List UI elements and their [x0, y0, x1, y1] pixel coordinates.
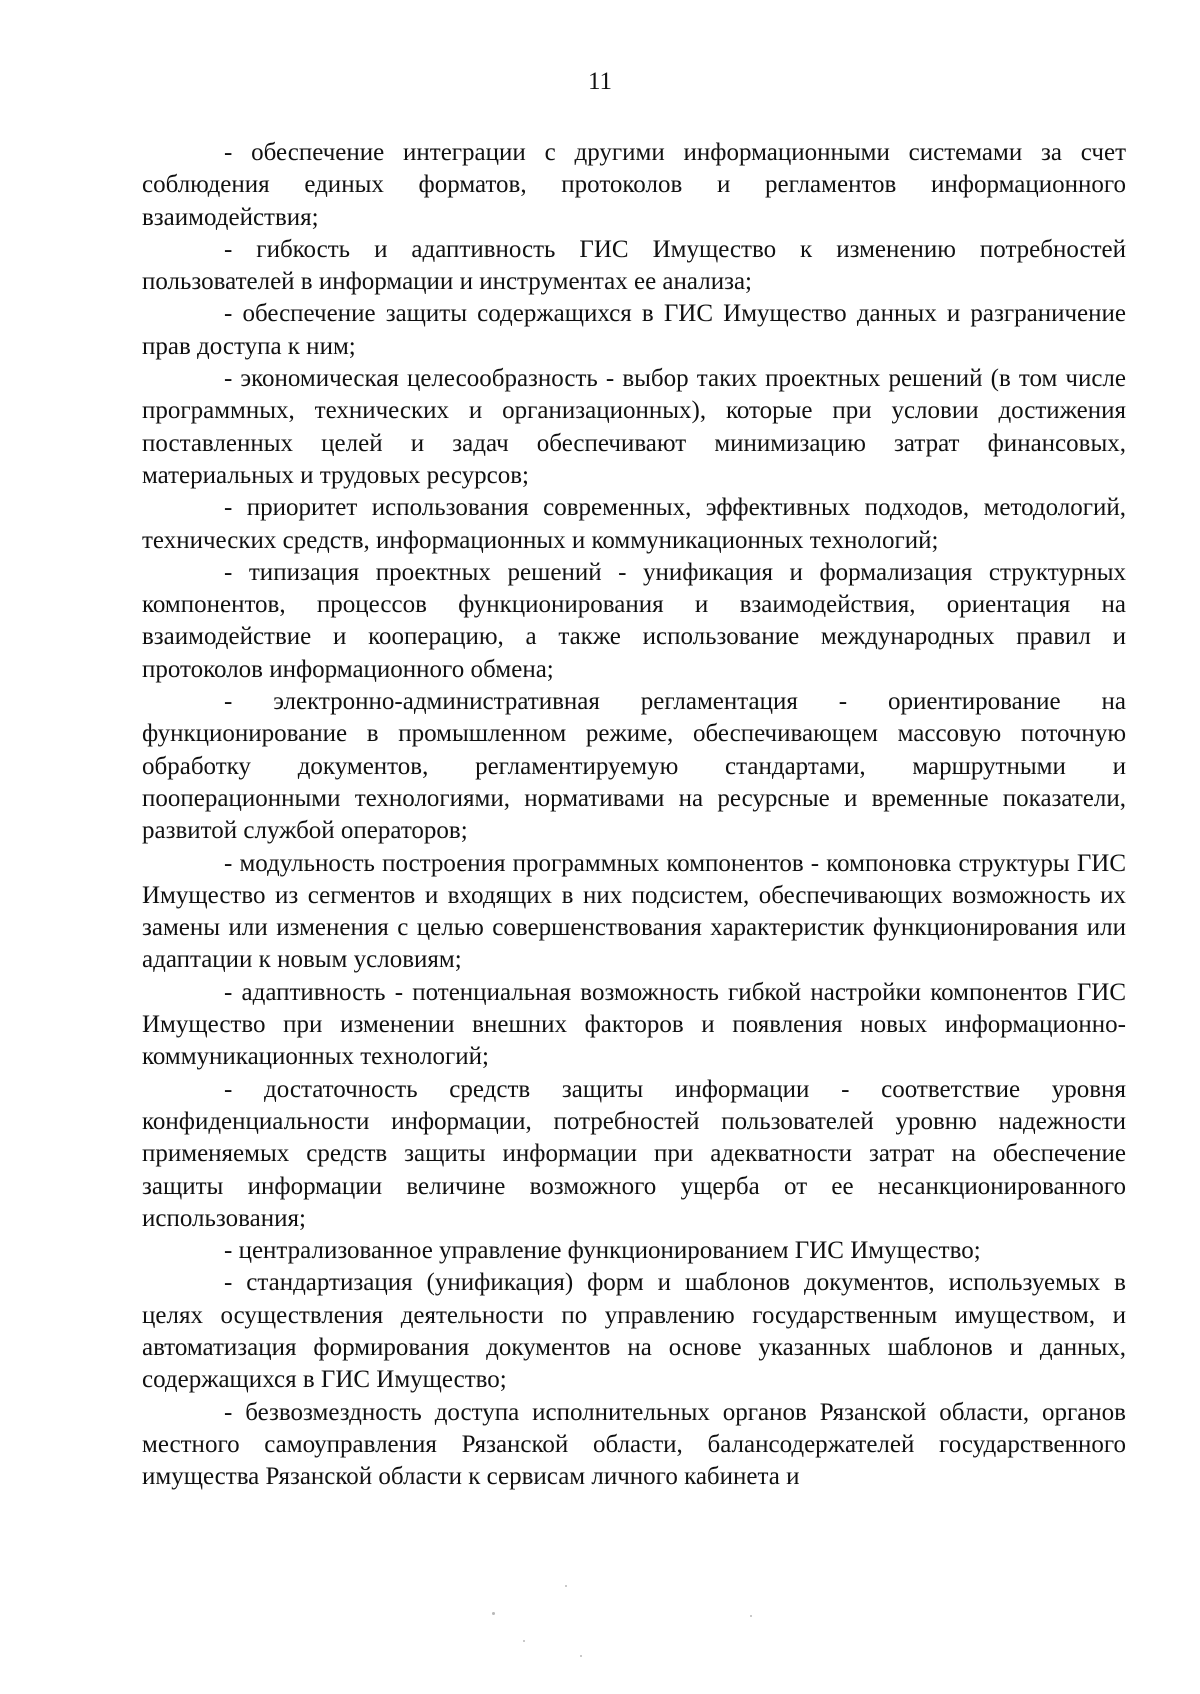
- page-number: 11: [587, 68, 613, 95]
- paragraph-typification: - типизация проектных решений - унификация и формализация структурных компонентов, процессов функционирования и взаимодействия, ориентация на взаимодействие и кооперацию, а также использование международных правил и протоколов информационного обмена;: [142, 558, 1126, 683]
- paragraph-flexibility: - гибкость и адаптивность ГИС Имущество к изменению потребностей пользователей в информации и инструментах ее анализа;: [142, 235, 1126, 296]
- paragraph-security-sufficiency: - достаточность средств защиты информации - соответствие уровня конфиденциальности информации, потребностей пользователей уровню надежности применяемых средств защиты информации при адекватности затрат на обеспечение защиты информации величине возможного ущерба от ее несанкционированного использования;: [142, 1075, 1126, 1232]
- paragraph-modern-approaches: - приоритет использования современных, эффективных подходов, методологий, технических средств, информационных и коммуникационных технологий;: [142, 494, 1126, 554]
- scan-speck: [565, 1585, 567, 1587]
- scan-speck: [523, 1640, 525, 1642]
- paragraph-free-access: - безвозмездность доступа исполнительных органов Рязанской области, органов местного самоуправления Рязанской области, балансодержателей государственного имущества Рязанской области к сервисам личного кабинета и: [142, 1398, 1126, 1491]
- paragraph-centralized-management: - централизованное управление функционированием ГИС Имущество;: [224, 1237, 981, 1265]
- scan-speck: [750, 1615, 752, 1617]
- document-body: [142, 137, 1126, 1493]
- scan-speck: [492, 1612, 495, 1615]
- paragraph-adaptivity: - адаптивность - потенциальная возможность гибкой настройки компонентов ГИС Имущество при изменении внешних факторов и появления новых информационно-коммуникационных технологий;: [142, 978, 1126, 1071]
- paragraph-modularity: - модульность построения программных компонентов - компоновка структуры ГИС Имущество из сегментов и входящих в них подсистем, обеспечивающих возможность их замены или изменения с целью совершенствования характеристик функционирования или адаптации к новым условиям;: [142, 849, 1126, 974]
- scan-speck: [580, 1655, 582, 1657]
- paragraph-standardization: - стандартизация (унификация) форм и шаблонов документов, используемых в целях осуществления деятельности по управлению государственным имуществом, и автоматизация формирования документов на основе указанных шаблонов и данных, содержащихся в ГИС Имущество;: [142, 1269, 1126, 1394]
- paragraph-integration: - обеспечение интеграции с другими информационными системами за счет соблюдения единых форматов, протоколов и регламентов информационного взаимодействия;: [142, 139, 1126, 231]
- paragraph-economic-feasibility: - экономическая целесообразность - выбор таких проектных решений (в том числе программных, технических и организационных), которые при условии достижения поставленных целей и задач обеспечивают минимизацию затрат финансовых, материальных и трудовых ресурсов;: [142, 365, 1126, 489]
- paragraph-data-protection: - обеспечение защиты содержащихся в ГИС Имущество данных и разграничение прав доступа к ним;: [142, 300, 1126, 360]
- paragraph-electronic-regulation: - электронно-административная регламентация - ориентирование на функционирование в промышленном режиме, обеспечивающем массовую поточную обработку документов, регламентируемую стандартами, маршрутными и пооперационными технологиями, нормативами на ресурсные и временные показатели, развитой службой операторов;: [142, 688, 1126, 845]
